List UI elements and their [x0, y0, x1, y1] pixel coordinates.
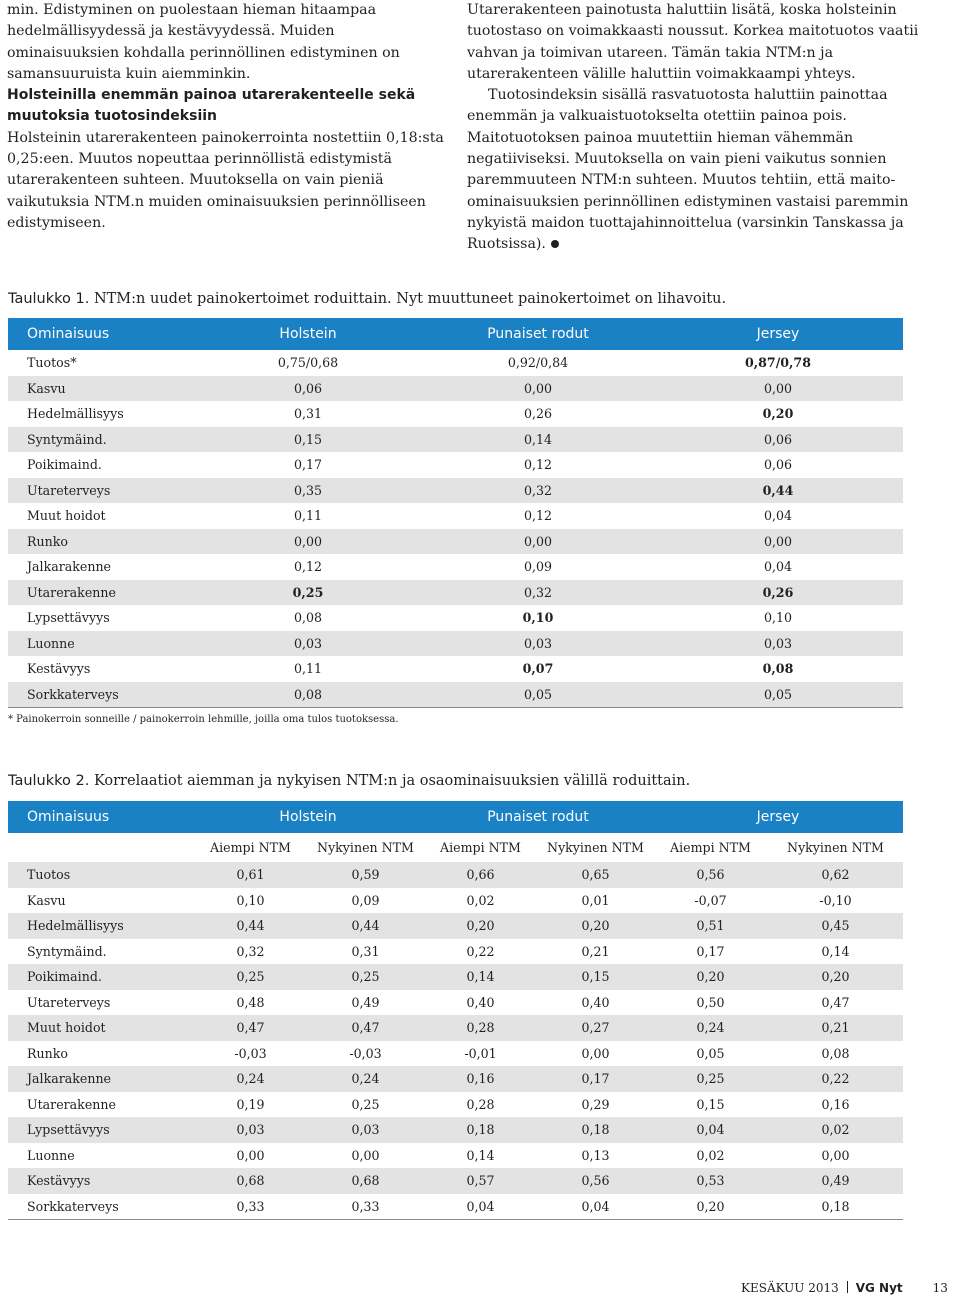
table-cell: 0,32	[423, 478, 653, 504]
table-cell: 0,22	[768, 1066, 903, 1092]
table-cell: 0,00	[821, 1147, 850, 1163]
table-row	[8, 888, 903, 914]
row-label: Tuotos*	[27, 355, 77, 371]
table-cell: 0,03	[193, 1117, 308, 1143]
table-cell: 0,25	[308, 964, 423, 990]
table-cell: 0,68	[308, 1168, 423, 1194]
table-row	[8, 656, 903, 682]
table-cell: 0,20	[762, 406, 794, 422]
table-cell: 0,06	[763, 457, 793, 473]
row-label: Kasvu	[27, 892, 66, 908]
table-cell: 0,04	[653, 1117, 768, 1143]
table-cell: 0,03	[653, 631, 903, 657]
table-row	[8, 1066, 903, 1092]
table-row	[8, 1168, 903, 1194]
table-cell: 0,10	[522, 610, 554, 626]
table-cell: 0,47	[193, 1015, 308, 1041]
row-label: Sorkkaterveys	[8, 1194, 193, 1220]
table-cell: 0,00	[653, 376, 903, 402]
row-label: Runko	[8, 529, 193, 555]
table1-footnote: * Painokerroin sonneille / painokerroin lehmille, joilla oma tulos tuotoksessa.	[8, 714, 399, 725]
table-cell: 0,12	[523, 457, 553, 473]
table-row	[8, 529, 903, 555]
right-text-column	[467, 0, 927, 256]
table-cell: 0,29	[581, 1096, 610, 1112]
table-cell: 0,05	[653, 682, 903, 708]
row-label: Syntymäind.	[27, 943, 107, 959]
row-label: Syntymäind.	[8, 427, 193, 453]
table-cell: 0,14	[466, 1147, 495, 1163]
table-row	[8, 605, 903, 631]
table1-caption	[8, 290, 726, 308]
column-header: Ominaisuus	[8, 318, 193, 350]
table-row	[8, 350, 903, 376]
row-label: Luonne	[27, 1147, 75, 1163]
row-label: Kestävyys	[27, 661, 91, 677]
table-cell: 0,28	[423, 1015, 538, 1041]
table2-caption-text: Korrelaatiot aiemman ja nykyisen NTM:n ja osaominaisuuksien välillä roduittain.	[89, 773, 691, 789]
table-cell: 0,31	[351, 943, 380, 959]
table-cell: 0,47	[308, 1015, 423, 1041]
table-cell: 0,35	[193, 478, 423, 504]
table-row	[8, 1092, 903, 1118]
table-cell: 0,00	[351, 1147, 380, 1163]
table-row	[8, 964, 903, 990]
table-row	[8, 554, 903, 580]
table-cell: 0,08	[821, 1045, 850, 1061]
table-cell: 0,13	[581, 1147, 610, 1163]
table-cell: 0,02	[768, 1117, 903, 1143]
page-footer	[741, 1280, 948, 1296]
table-cell: 0,20	[423, 913, 538, 939]
table-cell: 0,62	[768, 862, 903, 888]
table-cell: 0,00	[423, 376, 653, 402]
row-label: Jalkarakenne	[27, 559, 112, 575]
row-label: Luonne	[8, 631, 193, 657]
table-cell: 0,22	[466, 943, 495, 959]
table-cell: -0,01	[464, 1045, 497, 1061]
table-cell: 0,20	[653, 1194, 768, 1220]
subheader-empty	[8, 833, 193, 862]
table-cell: 0,18	[423, 1117, 538, 1143]
table-row	[8, 376, 903, 402]
table-cell: 0,49	[768, 1168, 903, 1194]
table-cell: 0,15	[538, 964, 653, 990]
table-cell: 0,24	[193, 1066, 308, 1092]
table-cell: 0,14	[821, 943, 850, 959]
table-cell: 0,31	[293, 406, 323, 422]
table-header-row	[8, 318, 903, 350]
column-header: Holstein	[193, 801, 423, 833]
table-cell: 0,08	[762, 661, 794, 677]
table-row	[8, 1015, 903, 1041]
table-cell: 0,00	[423, 529, 653, 555]
table-cell: 0,24	[308, 1066, 423, 1092]
table-cell: 0,17	[696, 943, 725, 959]
subheader-cell: Aiempi NTM	[423, 833, 538, 862]
table-cell: 0,06	[193, 376, 423, 402]
table-cell: 0,12	[523, 508, 553, 524]
column-header: Punaiset rodut	[423, 801, 653, 833]
table-cell: 0,21	[768, 1015, 903, 1041]
table-cell: 0,15	[696, 1096, 725, 1112]
table-row	[8, 682, 903, 708]
table-cell: 0,00	[581, 1045, 610, 1061]
table-cell: 0,26	[523, 406, 553, 422]
row-label: Tuotos	[8, 862, 193, 888]
table-cell: 0,03	[308, 1117, 423, 1143]
table-row	[8, 862, 903, 888]
table-cell: 0,33	[193, 1194, 308, 1220]
table-cell: 0,68	[193, 1168, 308, 1194]
table-cell: 0,20	[653, 964, 768, 990]
table-cell: 0,56	[538, 1168, 653, 1194]
table-header-row	[8, 801, 903, 833]
body-paragraph: min. Edistyminen on puolestaan hieman hitaampaa hedelmällisyydessä ja kestävyydessä. Muiden ominaisuuksien kohdalla perinnöllinen edistyminen on samansuuruista kuin aiemminkin.	[7, 2, 400, 82]
row-label: Poikimaind.	[8, 964, 193, 990]
table-cell: 0,59	[308, 862, 423, 888]
footer-brand: VG Nyt	[855, 1281, 903, 1295]
table-row	[8, 913, 903, 939]
table-cell: 0,25	[193, 964, 308, 990]
table-cell: 0,10	[236, 892, 265, 908]
table-cell: -0,03	[234, 1045, 267, 1061]
table-row	[8, 990, 903, 1016]
column-header: Jersey	[653, 801, 903, 833]
table-cell: 0,45	[768, 913, 903, 939]
table-cell: 0,25	[193, 580, 423, 606]
table2-caption	[8, 772, 690, 790]
row-label: Sorkkaterveys	[8, 682, 193, 708]
subheader-cell: Aiempi NTM	[653, 833, 768, 862]
end-mark-icon	[551, 240, 559, 248]
table-cell: 0,14	[423, 427, 653, 453]
left-text-column	[7, 0, 447, 234]
table-cell: 0,53	[653, 1168, 768, 1194]
column-header: Jersey	[653, 318, 903, 350]
footer-divider	[847, 1281, 848, 1293]
table-cell: 0,44	[193, 913, 308, 939]
table-cell: 0,40	[581, 994, 610, 1010]
table-cell: 0,20	[538, 913, 653, 939]
table-cell: 0,16	[821, 1096, 850, 1112]
row-label: Lypsettävyys	[27, 610, 110, 626]
row-label: Hedelmällisyys	[8, 913, 193, 939]
table-row	[8, 452, 903, 478]
row-label: Kestävyys	[8, 1168, 193, 1194]
table-cell: 0,33	[308, 1194, 423, 1220]
table-cell: 0,11	[293, 508, 323, 524]
table-row	[8, 631, 903, 657]
table-cell: 0,32	[423, 580, 653, 606]
table-row	[8, 427, 903, 453]
table-cell: 0,14	[423, 964, 538, 990]
table-cell: 0,25	[653, 1066, 768, 1092]
row-label: Runko	[27, 1045, 68, 1061]
section-heading: Holsteinilla enemmän painoa utarerakenteelle sekä muutoksia tuotosindeksiin	[7, 87, 416, 125]
table-cell: -0,07	[694, 892, 727, 908]
table-cell: 0,17	[293, 457, 323, 473]
table1-caption-number: Taulukko 1.	[8, 291, 90, 307]
table2-caption-number: Taulukko 2.	[8, 773, 90, 789]
table-cell: 0,11	[293, 661, 323, 677]
table-cell: 0,40	[466, 994, 495, 1010]
correlations-table	[8, 801, 903, 1220]
table-row	[8, 1194, 903, 1220]
row-label: Utareterveys	[8, 478, 193, 504]
table-cell: 0,17	[538, 1066, 653, 1092]
table-cell: 0,06	[653, 427, 903, 453]
table-cell: 0,01	[581, 892, 610, 908]
table-row	[8, 1143, 903, 1169]
footer-issue: KESÄKUU 2013	[741, 1281, 839, 1295]
body-paragraph-text: Tuotosindeksin sisällä rasvatuotosta haluttiin painottaa enemmän ja valkuaistuotokselta otettiin painoa pois. Maitotuotoksen painoa muutettiin hieman vähemmän negatiiviseksi. Muutoksella on vain pieni vaikutus sonnien paremmuuteen NTM:n suhteen. Muutos tehtiin, että maito-ominaisuuksien perinnöllinen edistyminen vastaisi paremmin nykyistä maidon tuottajahinnoittelua (varsinkin Tanskassa ja Ruotsissa).	[467, 87, 909, 253]
table-cell: 0,49	[351, 994, 380, 1010]
page-number: 13	[932, 1281, 948, 1295]
column-header: Holstein	[193, 318, 423, 350]
table-cell: 0,12	[293, 559, 323, 575]
row-label: Lypsettävyys	[8, 1117, 193, 1143]
table1-caption-text: NTM:n uudet painokertoimet roduittain. Nyt muuttuneet painokertoimet on lihavoitu.	[89, 291, 727, 307]
table-cell: 0,00	[653, 529, 903, 555]
table-cell: 0,21	[581, 943, 610, 959]
table-cell: 0,04	[763, 559, 793, 575]
row-label: Poikimaind.	[27, 457, 102, 473]
table-cell: 0,87/0,78	[745, 355, 811, 371]
table-cell: 0,47	[821, 994, 850, 1010]
subheader-cell: Nykyinen NTM	[538, 833, 653, 862]
weights-table	[8, 318, 903, 708]
table-cell: 0,10	[763, 610, 793, 626]
table-cell: 0,08	[193, 682, 423, 708]
table-cell: 0,28	[466, 1096, 495, 1112]
subheader-cell: Aiempi NTM	[193, 833, 308, 862]
table-cell: 0,02	[466, 892, 495, 908]
row-label: Utarerakenne	[27, 1096, 116, 1112]
table-row	[8, 401, 903, 427]
table-cell: 0,18	[768, 1194, 903, 1220]
subheader-cell: Nykyinen NTM	[308, 833, 423, 862]
table-subheader-row	[8, 833, 903, 862]
table-cell: 0,04	[423, 1194, 538, 1220]
row-label: Muut hoidot	[27, 508, 106, 524]
table-cell: 0,44	[653, 478, 903, 504]
table-cell: 0,26	[653, 580, 903, 606]
table-cell: 0,04	[763, 508, 793, 524]
subheader-cell: Nykyinen NTM	[768, 833, 903, 862]
column-header: Ominaisuus	[8, 801, 193, 833]
table-row	[8, 1117, 903, 1143]
table-cell: 0,20	[768, 964, 903, 990]
table-cell: 0,56	[653, 862, 768, 888]
table-cell: 0,07	[522, 661, 554, 677]
row-label: Jalkarakenne	[8, 1066, 193, 1092]
table-cell: 0,65	[538, 862, 653, 888]
body-paragraph	[467, 85, 927, 255]
table-row	[8, 580, 903, 606]
row-label: Hedelmällisyys	[27, 406, 124, 422]
table-cell: -0,10	[819, 892, 852, 908]
table-cell: 0,09	[523, 559, 553, 575]
table-cell: 0,75/0,68	[277, 355, 339, 371]
table-cell: 0,09	[351, 892, 380, 908]
table-row	[8, 1041, 903, 1067]
table-row	[8, 478, 903, 504]
table-cell: 0,00	[193, 529, 423, 555]
row-label: Kasvu	[8, 376, 193, 402]
table-cell: 0,15	[193, 427, 423, 453]
table-cell: 0,03	[423, 631, 653, 657]
table-cell: 0,00	[236, 1147, 265, 1163]
table-cell: 0,03	[193, 631, 423, 657]
table-cell: 0,50	[696, 994, 725, 1010]
table-cell: 0,44	[308, 913, 423, 939]
table-cell: 0,16	[423, 1066, 538, 1092]
table-row	[8, 503, 903, 529]
table-cell: 0,04	[538, 1194, 653, 1220]
table-cell: 0,02	[696, 1147, 725, 1163]
table-cell: 0,92/0,84	[507, 355, 569, 371]
table-cell: 0,48	[236, 994, 265, 1010]
row-label: Utareterveys	[27, 994, 111, 1010]
table-cell: 0,61	[193, 862, 308, 888]
column-header: Punaiset rodut	[423, 318, 653, 350]
table-cell: 0,05	[696, 1045, 725, 1061]
body-paragraph: Utarerakenteen painotusta haluttiin lisätä, koska holsteinin tuotostaso on voimakkaasti noussut. Korkea maitotuotos vaatii vahvan ja toimivan utareen. Tämän takia NTM:n ja utarerakenteen välille haluttiin voimakkaampi yhteys.	[467, 2, 919, 82]
table-cell: 0,51	[653, 913, 768, 939]
row-label: Utarerakenne	[8, 580, 193, 606]
table-cell: 0,05	[423, 682, 653, 708]
table-cell: 0,25	[351, 1096, 380, 1112]
table-cell: -0,03	[349, 1045, 382, 1061]
row-label: Muut hoidot	[8, 1015, 193, 1041]
table-cell: 0,19	[236, 1096, 265, 1112]
body-paragraph: Holsteinin utarerakenteen painokerrointa nostettiin 0,18:sta 0,25:een. Muutos nopeuttaa perinnöllistä edistymistä utarerakenteen suhteen. Muutoksella on vain pieniä vaikutuksia NTM.n muiden ominaisuuksien perinnölliseen edistymiseen.	[7, 129, 444, 231]
table-cell: 0,57	[423, 1168, 538, 1194]
table-cell: 0,24	[653, 1015, 768, 1041]
table-row	[8, 939, 903, 965]
table-cell: 0,27	[538, 1015, 653, 1041]
table-cell: 0,66	[423, 862, 538, 888]
table-cell: 0,18	[538, 1117, 653, 1143]
table-cell: 0,32	[236, 943, 265, 959]
table-cell: 0,08	[293, 610, 323, 626]
